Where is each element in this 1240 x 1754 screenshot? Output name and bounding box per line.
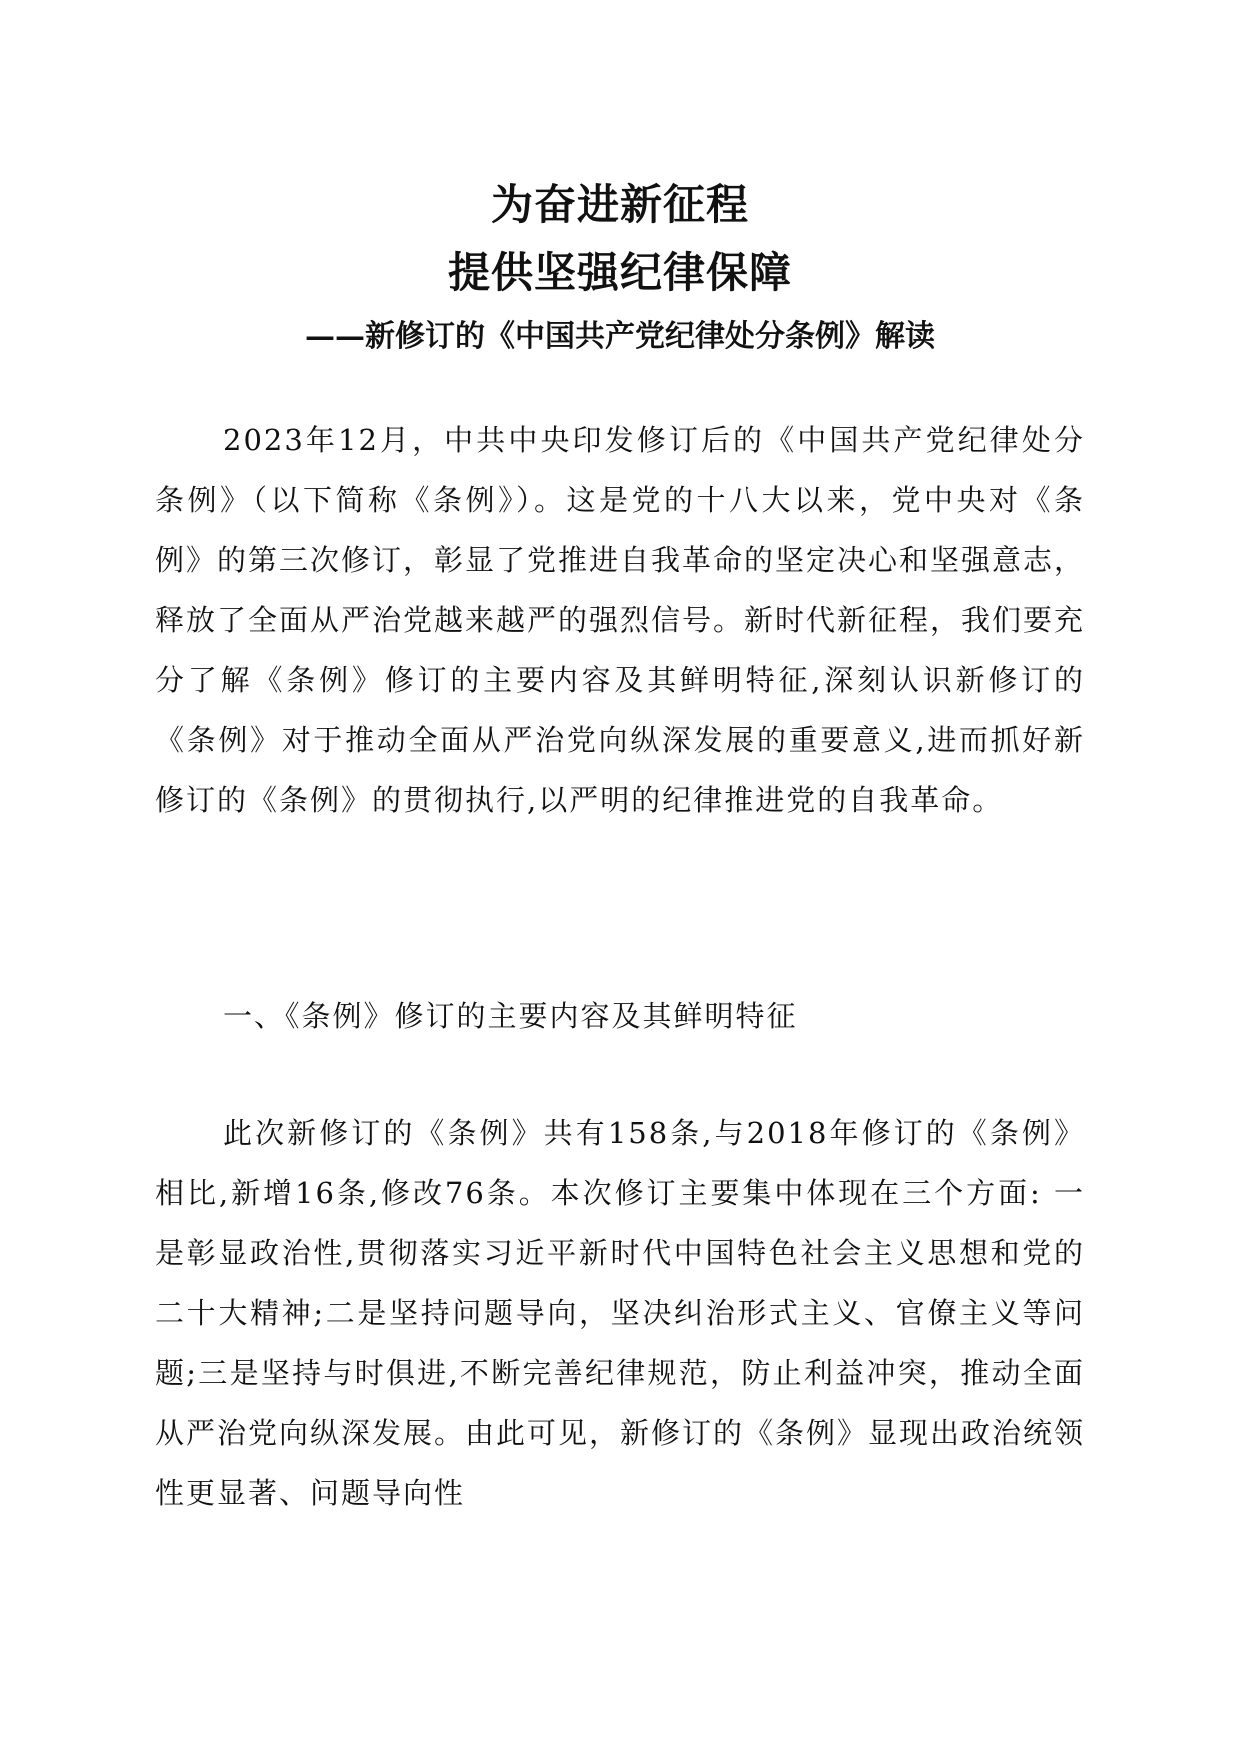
paragraph-intro: 2023年12月，中共中央印发修订后的《中国共产党纪律处分条例》（以下简称《条例》）。这是党的十八大以来，党中央对《条例》的第三次修订，彰显了党推进自我革命的坚定决心和坚强意志，释放了全面从严治党越来越严的强烈信号。新时代新征程，我们要充分了解《条例》修订的主要内容及其鲜明特征,深刻认识新修订的《条例》对于推动全面从严治党向纵深发展的重要意义,进而抓好新修订的《条例》的贯彻执行,以严明的纪律推进党的自我革命。 xyxy=(155,423,1086,817)
subtitle: ——新修订的《中国共产党纪律处分条例》解读 xyxy=(305,319,935,354)
section-heading: 一、《条例》修订的主要内容及其鲜明特征 xyxy=(223,999,798,1033)
title-line-2: 提供坚强纪律保障 xyxy=(447,248,792,297)
title-line-1: 为奋进新征程 xyxy=(490,180,749,229)
paragraph-main-content: 此次新修订的《条例》共有158条,与2018年修订的《条例》相比,新增16条,修改76条。本次修订主要集中体现在三个方面: 一是彰显政治性,贯彻落实习近平新时代中国特色社会主义思想和党的二十大精神;二是坚持问题导向，坚决纠治形式主义、官僚主义等问题;三是坚持与时俱进,不断完善纪律规范，防止利益冲突，推动全面从严治党向纵深发展。由此可见，新修订的《条例》显现出政治统领性更显著、问题导向性 xyxy=(155,1116,1086,1510)
